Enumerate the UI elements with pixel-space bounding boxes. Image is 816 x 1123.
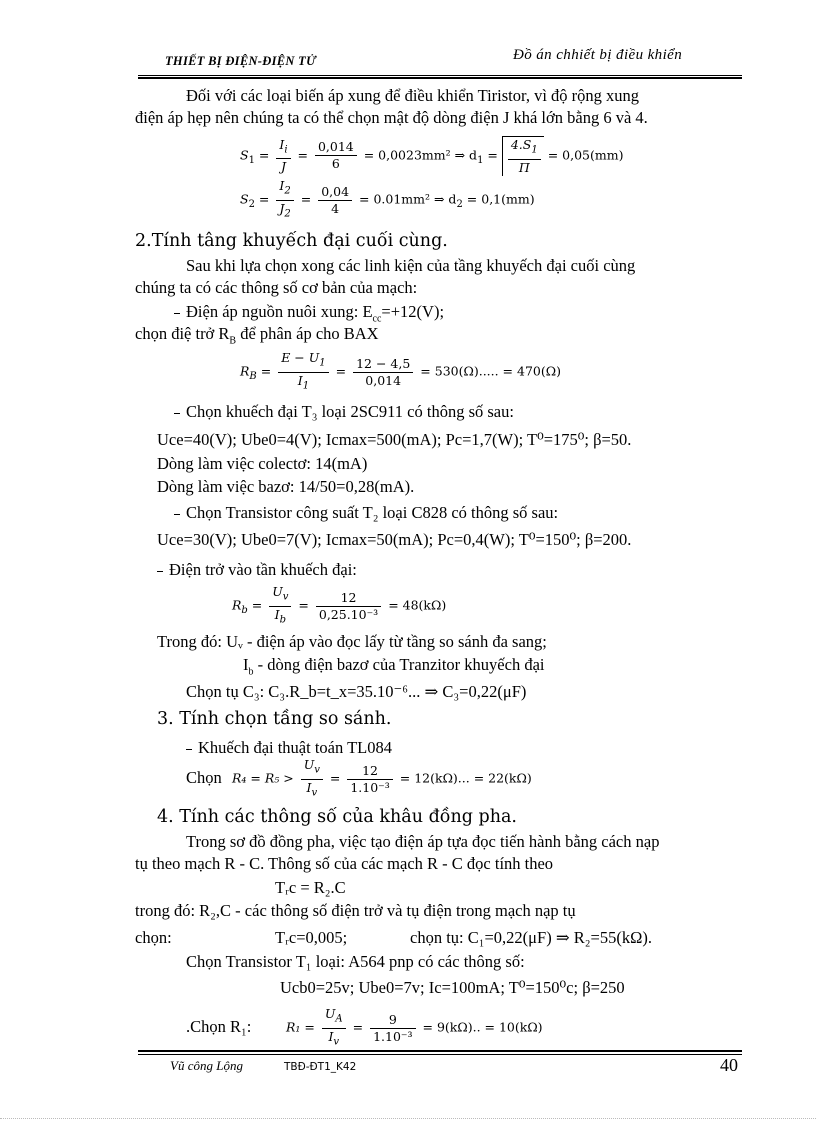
sec4-line-7: Ucb0=25v; Ube0=7v; Ic=100mA; T⁰=150⁰c; β=250 [280, 978, 625, 997]
equation-rb: $R_B$ = $\frac{E - U_1}{I_1}$ = $\frac{12 - 4,5}{0,014}$ = 530(Ω)..... = 470(Ω) [240, 350, 561, 391]
sec2-params-1: Uce=40(V); Ube0=4(V); Icmax=500(mA); Pc=1,7(W); T⁰=175⁰; β=50. [157, 430, 632, 449]
sec4-line-5c: chọn tụ: C₁=0,22(μF) ⇒ R₂=55(kΩ). [410, 928, 652, 947]
sec2-bullet-2: Chọn khuếch đại T₃ loại 2SC911 có thông số sau: [174, 402, 514, 422]
sec2-line-2: chúng ta có các thông số cơ bản của mạch: [135, 278, 418, 297]
equation-r4: R₄ = R₅ > $\frac{U_v}{I_v}$ = $\frac{12}{\text{1.10⁻³}}$ = 12(kΩ)... = 22(kΩ) [232, 757, 532, 798]
sec4-line-5b: Tᵣc=0,005; [275, 928, 348, 947]
header-right: Đồ án chhiết bị điều khiển [513, 47, 683, 63]
equation-r1: R₁ = $\frac{U_A}{I_v}$ = $\frac{9}{\text{1.10⁻³}}$ = 9(kΩ).. = 10(kΩ) [286, 1006, 543, 1047]
equation-s2: $S_2$ = $\frac{I_2}{J_2}$ = $\frac{0,04}{4}$ = 0.01mm² ⇒ $d_2 = 0,1(mm)$ [240, 178, 535, 219]
intro-line-2: điện áp hẹp nên chúng ta có thể chọn mật độ dòng điện J khá lớn bằng 6 và 4. [135, 108, 648, 127]
equation-rb2: $R_b$ = $\frac{U_v}{I_b}$ = $\frac{12}{\text{0,25.10⁻³}}$ = 48(kΩ) [232, 584, 447, 625]
section-4-title: 4. Tính các thông số của khâu đồng pha. [157, 807, 517, 827]
footer-rule-thick [138, 1050, 742, 1052]
sec2-params-2: Uce=30(V); Ube0=7(V); Icmax=50(mA); Pc=0,4(W); T⁰=150⁰; β=200. [157, 530, 632, 549]
footer-code: TBĐ-ĐT1_K42 [284, 1061, 357, 1073]
footer-rule [138, 1054, 742, 1055]
intro-line-1: Đối với các loại biến áp xung để điều khiển Tiristor, vì độ rộng xung [186, 86, 640, 105]
page-number: 40 [720, 1055, 738, 1075]
sec3-chon: Chọn [186, 768, 222, 787]
sec2-line-4: Dòng làm việc colectơ: 14(mA) [157, 454, 368, 473]
sec3-bullet-1: Khuếch đại thuật toán TL084 [186, 738, 392, 758]
section-3-title: 3. Tính chọn tầng so sánh. [157, 709, 392, 729]
header-left: THIẾT BỊ ĐIỆN-ĐIỆN TỬ [165, 54, 317, 68]
section-2-title: 2.Tính tâng khuyếch đại cuối cùng. [135, 231, 448, 251]
sec4-line-6: Chọn Transistor T₁ loại: A564 pnp có các thông số: [186, 952, 525, 971]
footer-author: Vũ công Lộng [170, 1058, 243, 1073]
sec4-line-3: Tᵣc = R₂.C [275, 878, 346, 897]
sec2-bullet-4: Điện trở vào tần khuếch đại: [157, 560, 357, 580]
sec2-bullet-1: Điện áp nguồn nuôi xung: $E_{cc}=+12(V)$; [174, 302, 444, 329]
bottom-dotted-line [0, 1118, 816, 1119]
sec4-line-2: tụ theo mạch R - C. Thông số của các mạch R - C đọc tính theo [135, 854, 554, 873]
sec2-bullet-3: Chọn Transistor công suất T₂ loại C828 có thông số sau: [174, 503, 558, 523]
sec2-where-2: $I_b$ - dòng điện bazơ của Tranzitor khuyếch đại [243, 655, 545, 678]
sec2-line-3: chọn điệ trở $R_B$ để phân áp cho BAX [135, 324, 379, 347]
sec4-line-5a: chọn: [135, 928, 172, 947]
sec2-line-5: Dòng làm việc bazơ: 14/50=0,28(mA). [157, 477, 415, 496]
sec2-line-1: Sau khi lựa chọn xong các linh kiện của tầng khuyếch đại cuối cùng [186, 256, 636, 275]
sec4-line-1: Trong sơ đồ đồng pha, việc tạo điện áp tựa đọc tiến hành bằng cách nạp [186, 832, 660, 851]
sec2-where-1: Trong đó: Uᵥ - điện áp vào đọc lấy từ tầng so sánh đa sang; [157, 632, 547, 651]
header-rule [138, 75, 742, 76]
header-rule-thick [138, 77, 742, 79]
sec4-line-4: trong đó: R₂,C - các thông số điện trở và tụ điện trong mạch nạp tụ [135, 901, 576, 920]
sec2-c3: Chọn tụ C₃: C₃.R_b=t_x=35.10⁻⁶... ⇒ C₃=0,22(μF) [186, 682, 527, 701]
sec4-line-8: .Chọn R₁: [186, 1017, 252, 1036]
equation-s1: $S_1$ = $\frac{I_i}{J}$ = $\frac{0,014}{6}$ = 0,0023mm² ⇒ $d_1$ = $\frac{4.S_1}{\Pi}$ = 0,05(mm) [240, 136, 624, 175]
